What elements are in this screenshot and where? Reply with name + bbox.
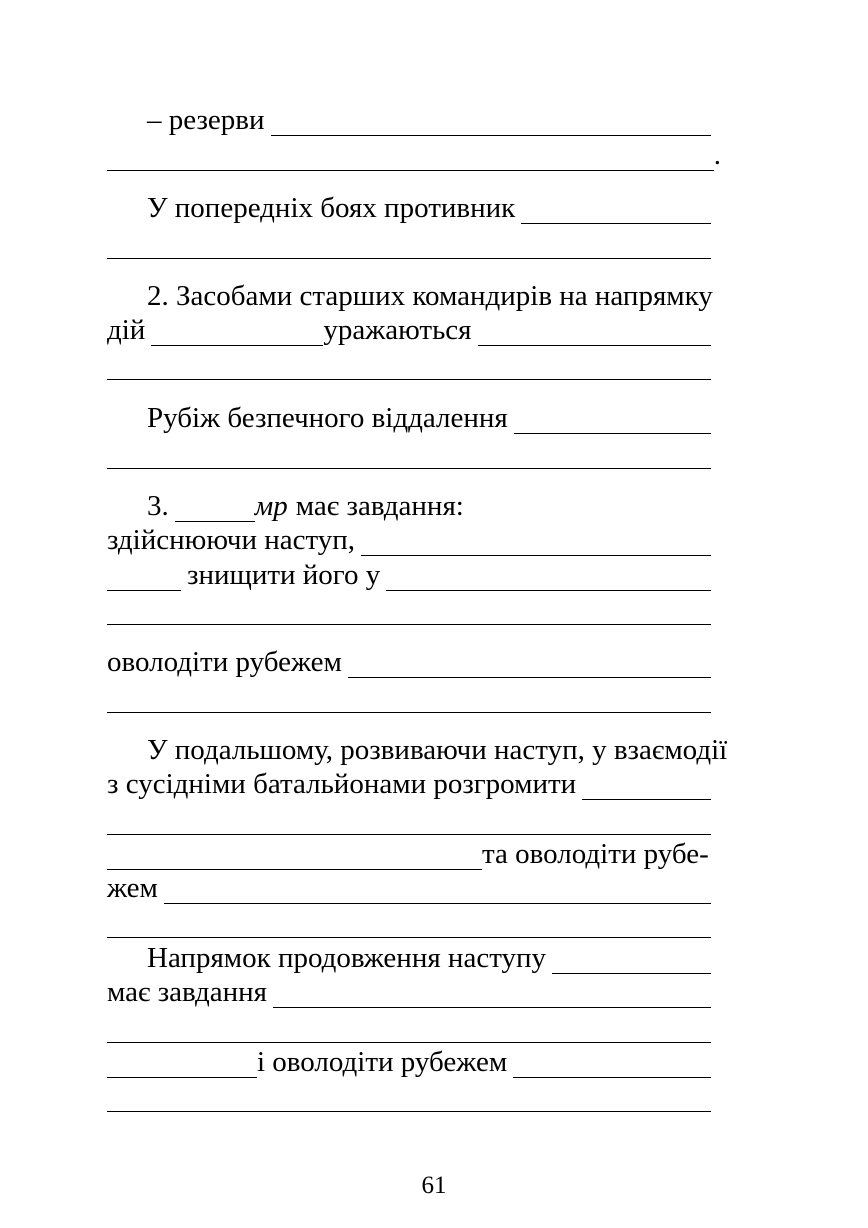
capture-blank[interactable] (348, 676, 711, 678)
further-line-4 (107, 838, 727, 872)
reserves-blank[interactable] (271, 134, 711, 136)
further-text-4: та оволодіти рубе- (482, 838, 709, 870)
direction-blank-2[interactable] (273, 1006, 711, 1008)
item3-number: 3. (147, 490, 169, 522)
enemy-text: У попередніх боях противник (147, 192, 516, 224)
direction-blank-5[interactable] (107, 1110, 711, 1112)
item3-blank-2[interactable] (361, 554, 711, 556)
direction-blank-4b[interactable] (513, 1076, 711, 1078)
safe-distance-blank[interactable] (514, 432, 711, 434)
item2-text-2b: уражаються (323, 314, 472, 346)
item2-blank-a[interactable] (151, 344, 323, 346)
item2-blank-c[interactable] (107, 378, 711, 380)
reserves-period: . (713, 139, 721, 171)
item3-line-4 (107, 593, 711, 627)
further-text-2: з сусідніми батальйонами розгромити (107, 768, 577, 800)
further-line-5 (107, 872, 711, 906)
item3-blank-4[interactable] (107, 623, 711, 625)
item3-blank-3b[interactable] (386, 589, 711, 591)
item3-text-3: знищити його у (187, 559, 381, 591)
further-line-2 (107, 768, 711, 802)
item2-line-1 (107, 280, 747, 314)
further-line-3 (107, 803, 711, 837)
further-blank-3[interactable] (107, 833, 711, 835)
safe-distance-blank-2[interactable] (107, 467, 711, 469)
direction-text-1: Напрямок продовження наступу (147, 942, 547, 974)
direction-blank-1[interactable] (552, 972, 711, 974)
page-number: 61 (421, 1172, 447, 1199)
further-blank-6[interactable] (107, 936, 711, 938)
item2-line-3 (107, 348, 711, 382)
capture-line-2 (107, 681, 711, 715)
enemy-blank[interactable] (521, 222, 711, 224)
item3-unit-blank[interactable] (175, 520, 255, 522)
item3-line-2 (107, 524, 711, 558)
direction-line-2 (107, 976, 711, 1010)
further-text-1: У подальшому, розвиваючи наступ, у взаємодії (147, 734, 728, 766)
direction-blank-3[interactable] (107, 1041, 711, 1043)
further-line-6 (107, 906, 711, 940)
reserves-line-2 (107, 139, 721, 173)
direction-blank-4a[interactable] (107, 1076, 257, 1078)
further-line-1 (107, 734, 767, 768)
further-blank-5[interactable] (164, 902, 711, 904)
reserves-blank-2[interactable] (107, 169, 714, 171)
reserves-label: – резерви (147, 104, 265, 136)
item2-text-2a: дій (107, 314, 146, 346)
direction-line-3 (107, 1011, 711, 1045)
direction-line-5 (107, 1080, 711, 1114)
item2-line-2 (107, 314, 711, 348)
direction-line-1 (107, 942, 711, 976)
direction-text-2: має завдання (107, 976, 268, 1008)
enemy-line (107, 192, 711, 226)
further-blank-4[interactable] (107, 868, 482, 870)
item2-text-1: 2. Засобами старших командирів на напрямку (147, 280, 713, 312)
item3-task: має завдання: (295, 490, 464, 522)
direction-text-4: і оволодіти рубежем (257, 1046, 508, 1078)
further-text-5: жем (107, 872, 158, 904)
enemy-blank-2[interactable] (107, 257, 711, 259)
direction-line-4 (107, 1046, 711, 1080)
item3-blank-3a[interactable] (107, 589, 181, 591)
item3-line-1 (107, 490, 711, 524)
item3-line-3 (107, 559, 711, 593)
safe-distance-line (107, 402, 711, 436)
capture-line (107, 646, 711, 680)
safe-distance-line-2 (107, 437, 711, 471)
reserves-line (107, 104, 711, 138)
item3-abbr: мр (254, 490, 288, 522)
safe-distance-text: Рубіж безпечного віддалення (147, 402, 508, 434)
capture-blank-2[interactable] (107, 711, 711, 713)
further-blank-2[interactable] (582, 798, 711, 800)
item2-blank-b[interactable] (478, 344, 711, 346)
item3-text-2: здійснюючи наступ, (107, 524, 356, 556)
enemy-line-2 (107, 227, 711, 261)
capture-text: оволодіти рубежем (107, 646, 342, 678)
